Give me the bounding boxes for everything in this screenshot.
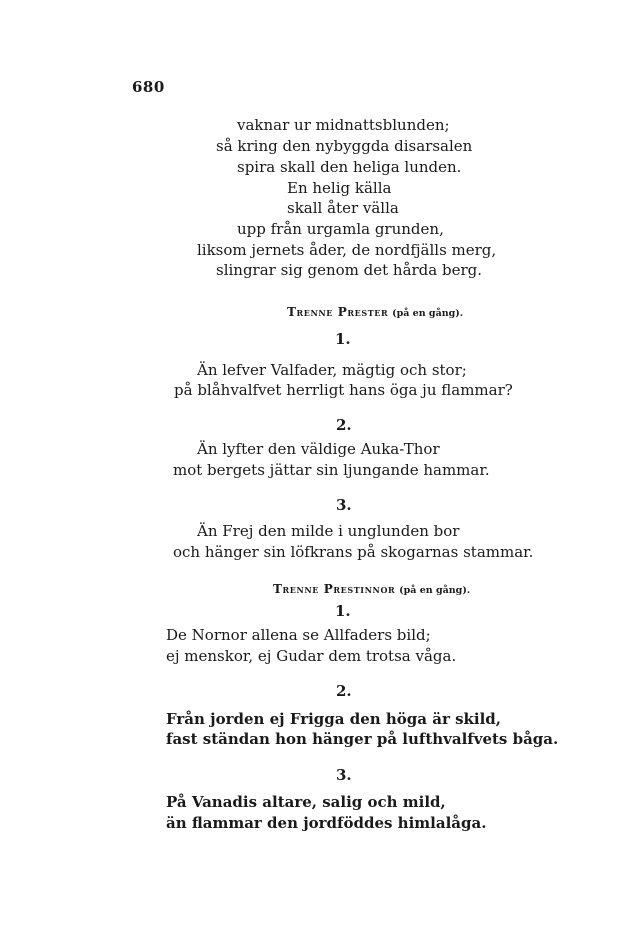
poem-line: slingrar sig genom det hårda berg. [216,261,483,279]
poem-line: så kring den nybyggda disarsalen [216,137,473,155]
verse-line: mot bergets jättar sin ljungande hammar. [173,461,490,479]
verse-line: De Nornor allena se Allfaders bild; [166,626,431,644]
verse-number: 3. [336,766,352,784]
verse-number: 1. [335,602,351,620]
verse-line: ej menskor, ej Gudar dem trotsa våga. [166,647,457,665]
verse-line: och hänger sin löfkrans på skogarnas stammar. [173,543,534,561]
verse-number: 2. [336,416,352,434]
poem-line: vaknar ur midnattsblunden; [237,116,450,134]
page-number: 680 [132,78,165,96]
verse-line: på blåhvalfvet herrligt hans öga ju flammar? [174,381,513,399]
verse-line: Än lyfter den väldige Auka-Thor [197,440,440,458]
verse-number: 2. [336,682,352,700]
section-heading-prestinnor [273,582,470,596]
poem-line: upp från urgamla grunden, [237,220,444,238]
poem-line: liksom jernets åder, de nordfjälls merg, [197,241,497,259]
stage-direction: (på en gång). [399,585,471,596]
speaker-name: Trenne Prestinnor [273,582,396,596]
verse-line: På Vanadis altare, salig och mild, [166,793,446,811]
verse-line: än flammar den jordföddes himlalåga. [166,814,487,832]
speaker-name: Trenne Prester [287,305,389,319]
section-heading-prester [287,305,463,319]
verse-number: 1. [335,330,351,348]
stage-direction: (på en gång). [392,308,464,319]
poem-line: skall åter välla [287,199,399,217]
verse-line: fast ständan hon hänger på lufthvalfvets båga. [166,730,559,748]
poem-line: spira skall den heliga lunden. [237,158,462,176]
verse-number: 3. [336,496,352,514]
poem-line: En helig källa [287,179,392,197]
verse-line: Från jorden ej Frigga den höga är skild, [166,710,502,728]
verse-line: Än lefver Valfader, mägtig och stor; [197,361,467,379]
verse-line: Än Frej den milde i unglunden bor [197,522,460,540]
